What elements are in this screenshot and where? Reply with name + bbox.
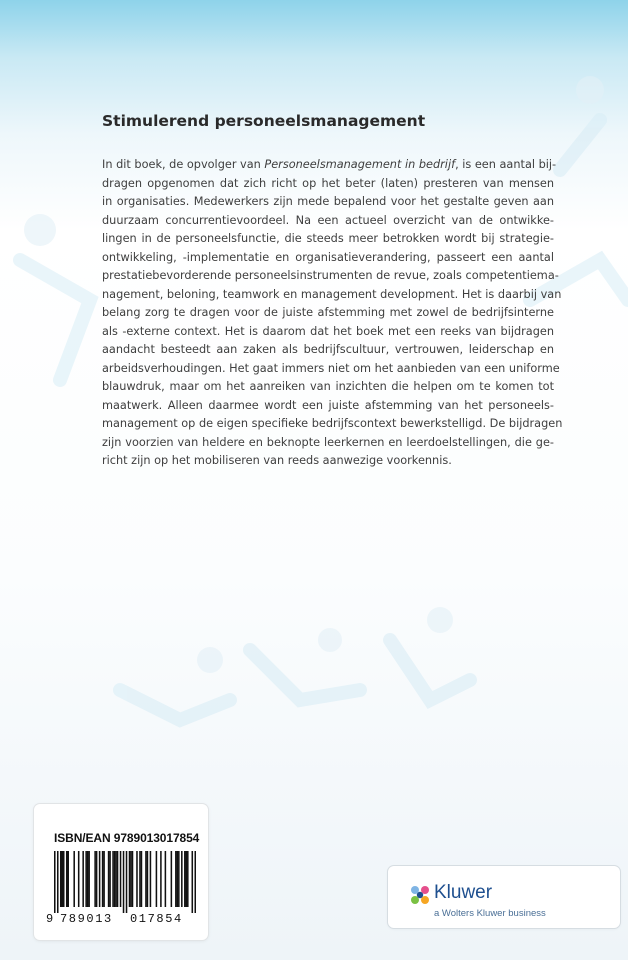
barcode-bar [192, 851, 194, 913]
barcode-bar [178, 851, 180, 907]
description-line: zijn voorzien van heldere en beknopte leerkernen en leerdoelstellingen, die ge- [102, 435, 554, 449]
barcode-bar [112, 851, 114, 907]
barcode-bar [103, 851, 105, 907]
barcode-bar [186, 851, 188, 907]
description-line: ontwikkeling, -implementatie en organisatieverandering, passeert een aantal [102, 250, 554, 264]
publisher-tagline: a Wolters Kluwer business [434, 908, 546, 919]
barcode-bar [78, 851, 80, 907]
barcode-bar [181, 851, 183, 907]
kluwer-logo-icon [408, 883, 432, 907]
description-line: nagement, beloning, teamwork en management development. Het is daarbij van [102, 287, 562, 301]
barcode-bar [61, 851, 63, 907]
description-line: in organisaties. Medewerkers zijn mede bepalend voor het gestalte geven aan [102, 195, 554, 208]
barcode-label [34, 804, 208, 940]
barcode-bar [177, 851, 179, 907]
barcode-bar [156, 851, 158, 907]
description-line: als -externe context. Het is daarom dat het boek met een reeks van bijdragen [102, 324, 554, 338]
barcode-bar [109, 851, 111, 907]
description-line: maatwerk. Alleen daarmee wordt een juiste afstemming van het personeels- [102, 398, 554, 412]
barcode-bar [136, 851, 138, 907]
description-line: duurzaam concurrentievoordeel. Na een actueel overzicht van de ontwikke- [102, 213, 554, 227]
publisher-name: Kluwer [434, 882, 493, 903]
barcode-bar [187, 851, 189, 907]
isbn-text: ISBN/EAN 9789013017854 [54, 831, 200, 845]
barcode-bar [160, 851, 162, 907]
barcode-digits [46, 912, 196, 926]
barcode-bar [67, 851, 69, 907]
description-line: aandacht besteedt aan zaken als bedrijfscultuur, vertrouwen, leiderschap en [102, 343, 554, 356]
barcode-bar [117, 851, 119, 907]
description-line: belang zorg te dragen voor de juiste afstemming met zowel de bedrijfsinterne [102, 306, 554, 319]
description-line: In dit boek, de opvolger van Personeelsmanagement in bedrijf, is een aantal bij- [102, 158, 557, 171]
barcode-bar [175, 851, 177, 907]
barcode-bar [171, 851, 173, 907]
barcode-bar [126, 851, 128, 913]
barcode-bar [147, 851, 149, 907]
barcode-bar [57, 851, 59, 913]
barcode-bar [87, 851, 89, 907]
barcode-bar [129, 851, 131, 907]
barcode-bar [130, 851, 132, 907]
barcode-bar [123, 851, 125, 913]
description-line: dragen opgenomen dat zich richt op het beter (laten) presteren van mensen [102, 176, 554, 190]
barcode-bar [85, 851, 87, 907]
barcode-bar [96, 851, 98, 907]
barcode-bar [150, 851, 152, 907]
barcode-bar [73, 851, 75, 907]
publisher-logo-panel [388, 866, 620, 928]
barcode-bar [54, 851, 56, 913]
barcode-bar [99, 851, 101, 907]
barcode-digit-group-right: 017854 [130, 912, 183, 926]
barcode-bar [132, 851, 134, 907]
description-line: blauwdruk, maar om het aanreiken van inzichten die helpen om te komen tot [102, 380, 554, 393]
description-line: lingen in de personeelsfunctie, die steeds meer betrokken wordt bij strategie- [102, 232, 554, 245]
description-line: richt zijn op het mobiliseren van reeds aanwezige voorkennis. [102, 454, 452, 467]
barcode-bar [63, 851, 65, 907]
barcode-bar [141, 851, 143, 907]
barcode-bar [139, 851, 141, 907]
book-description [102, 156, 563, 471]
barcode-bar [165, 851, 167, 907]
barcode-bar [195, 851, 196, 913]
barcode-digit-group-left: 789013 [60, 912, 113, 926]
barcode-bar [66, 851, 68, 907]
barcode-bar [184, 851, 186, 907]
barcode-bar [94, 851, 96, 907]
barcode-digit-first: 9 [46, 912, 54, 926]
barcode-bar [102, 851, 104, 907]
barcode-bar [88, 851, 90, 907]
barcode-bar [115, 851, 117, 907]
barcode-bars [54, 851, 196, 913]
description-line: prestatiebevorderende personeelsinstrumenten de revue, zoals competentiema- [102, 269, 559, 282]
barcode-bar [108, 851, 110, 907]
barcode-bar [114, 851, 116, 907]
barcode-bar [82, 851, 84, 907]
back-cover-title: Stimulerend personeelsmanagement [102, 112, 426, 130]
description-line: arbeidsverhoudingen. Het gaat immers niet om het aanbieden van een uniforme [102, 361, 560, 375]
italic-book-title: Personeelsmanagement in bedrijf [264, 158, 456, 171]
barcode-bar [145, 851, 147, 907]
description-line: management op de eigen specifieke bedrijfscontext bewerkstelligd. De bijdragen [102, 417, 563, 430]
barcode-bar [120, 851, 122, 907]
barcode-bar [60, 851, 62, 907]
